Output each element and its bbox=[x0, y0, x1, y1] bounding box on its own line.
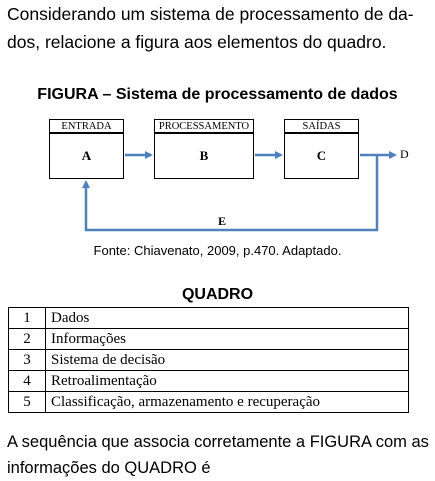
saidas-letter: C bbox=[316, 148, 327, 163]
row-number: 5 bbox=[9, 392, 46, 413]
quadro-title: QUADRO bbox=[181, 286, 254, 303]
table-row bbox=[9, 350, 409, 371]
figure-source: Fonte: Chiavenato, 2009, p.470. Adaptado. bbox=[93, 243, 342, 258]
entrada-box bbox=[49, 133, 124, 179]
processamento-box bbox=[154, 133, 254, 179]
row-number: 2 bbox=[9, 329, 46, 350]
table-row bbox=[9, 392, 409, 413]
row-number: 4 bbox=[9, 371, 46, 392]
processamento-letter: B bbox=[199, 148, 209, 163]
output-letter: D bbox=[400, 147, 409, 161]
entrada-label: ENTRADA bbox=[49, 119, 124, 133]
row-number: 1 bbox=[9, 308, 46, 329]
question-intro: Considerando um sistema de processamento de da-dos, relacione a figura aos elementos do quadro. bbox=[7, 4, 414, 52]
entrada-letter: A bbox=[81, 148, 92, 163]
figure-title: FIGURA – Sistema de processamento de dados bbox=[37, 86, 398, 103]
row-text: Classificação, armazenamento e recuperação bbox=[46, 392, 409, 413]
feedback-letter: E bbox=[218, 214, 227, 228]
table-row bbox=[9, 329, 409, 350]
row-text: Retroalimentação bbox=[46, 371, 409, 392]
row-number: 3 bbox=[9, 350, 46, 371]
saidas-box bbox=[284, 133, 359, 179]
table-row bbox=[9, 371, 409, 392]
question-outro: A sequência que associa corretamente a FIGURA com as informações do QUADRO é bbox=[7, 433, 429, 477]
processamento-label: PROCESSAMENTO bbox=[154, 119, 254, 133]
quadro-table bbox=[8, 307, 409, 413]
table-row bbox=[9, 308, 409, 329]
row-text: Dados bbox=[46, 308, 409, 329]
row-text: Informações bbox=[46, 329, 409, 350]
saidas-label: SAÍDAS bbox=[284, 119, 359, 133]
row-text: Sistema de decisão bbox=[46, 350, 409, 371]
